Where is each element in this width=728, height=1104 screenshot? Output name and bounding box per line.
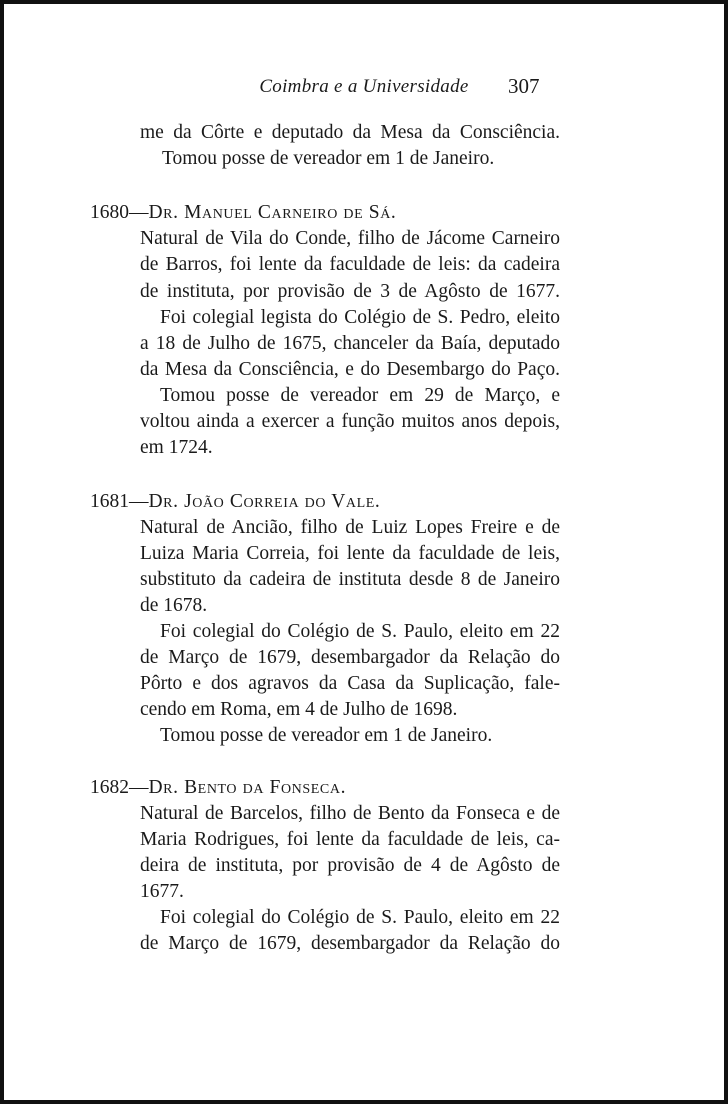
- entry-year: 1680—: [90, 202, 149, 223]
- entry-year: 1681—: [90, 491, 149, 512]
- entry-line: Natural de Ancião, filho de Luiz Lopes Freire e de: [140, 517, 560, 538]
- page-border-right: [724, 0, 728, 1104]
- entry-line: em 1724.: [140, 437, 213, 458]
- entry-line: voltou ainda a exercer a função muitos anos depois,: [140, 411, 560, 432]
- entry-line: de Março de 1679, desembargador da Relação do: [140, 647, 560, 668]
- entry-year: 1682—: [90, 777, 149, 798]
- page-border-top: [0, 0, 728, 4]
- entry-line: 1677.: [140, 881, 184, 902]
- entry-heading: [90, 489, 380, 515]
- entry-line: da Mesa da Consciência, e do Desembargo do Paço.: [140, 359, 560, 380]
- entry-name: Dr. João Correia do Vale.: [148, 491, 381, 512]
- running-title: Coimbra e a Universidade: [259, 76, 469, 97]
- page-number: 307: [508, 74, 540, 98]
- entry-name: Dr. Bento da Fonseca.: [148, 777, 347, 798]
- entry-line: de Março de 1679, desembargador da Relação do: [140, 933, 560, 954]
- entry-line: Foi colegial legista do Colégio de S. Pedro, eleito: [160, 307, 560, 328]
- entry-line: cendo em Roma, em 4 de Julho de 1698.: [140, 699, 458, 720]
- page-border-bottom: [0, 1100, 728, 1104]
- continuation-line: me da Côrte e deputado da Mesa da Consciência.: [140, 122, 560, 143]
- entry-line: substituto da cadeira de instituta desde 8 de Janeiro: [140, 569, 560, 590]
- entry-line: Maria Rodrigues, foi lente da faculdade de leis, ca-: [140, 829, 560, 850]
- entry-line: de 1678.: [140, 595, 208, 616]
- entry-line: Pôrto e dos agravos da Casa da Suplicação, fale-: [140, 673, 560, 694]
- entry-line: a 18 de Julho de 1675, chanceler da Baía, deputado: [140, 333, 560, 354]
- entry-name: Dr. Manuel Carneiro de Sá.: [148, 202, 397, 223]
- entry-line: Tomou posse de vereador em 1 de Janeiro.: [160, 725, 493, 746]
- entry-line: Foi colegial do Colégio de S. Paulo, eleito em 22: [160, 907, 560, 928]
- entry-line: deira de instituta, por provisão de 4 de Agôsto de: [140, 855, 560, 876]
- entry-line: Luiza Maria Correia, foi lente da faculdade de leis,: [140, 543, 560, 564]
- entry-line: Natural de Vila do Conde, filho de Jácome Carneiro: [140, 228, 560, 249]
- entry-heading: [90, 200, 396, 226]
- page-border-left: [0, 0, 4, 1104]
- entry-line: de instituta, por provisão de 3 de Agôsto de 1677.: [140, 281, 560, 302]
- entry-line: Natural de Barcelos, filho de Bento da Fonseca e de: [140, 803, 560, 824]
- entry-line: Tomou posse de vereador em 29 de Março, e: [160, 385, 560, 406]
- entry-line: de Barros, foi lente da faculdade de leis: da cadeira: [140, 254, 560, 275]
- entry-line: Foi colegial do Colégio de S. Paulo, eleito em 22: [160, 621, 560, 642]
- continuation-line: Tomou posse de vereador em 1 de Janeiro.: [162, 148, 495, 169]
- entry-heading: [90, 775, 346, 801]
